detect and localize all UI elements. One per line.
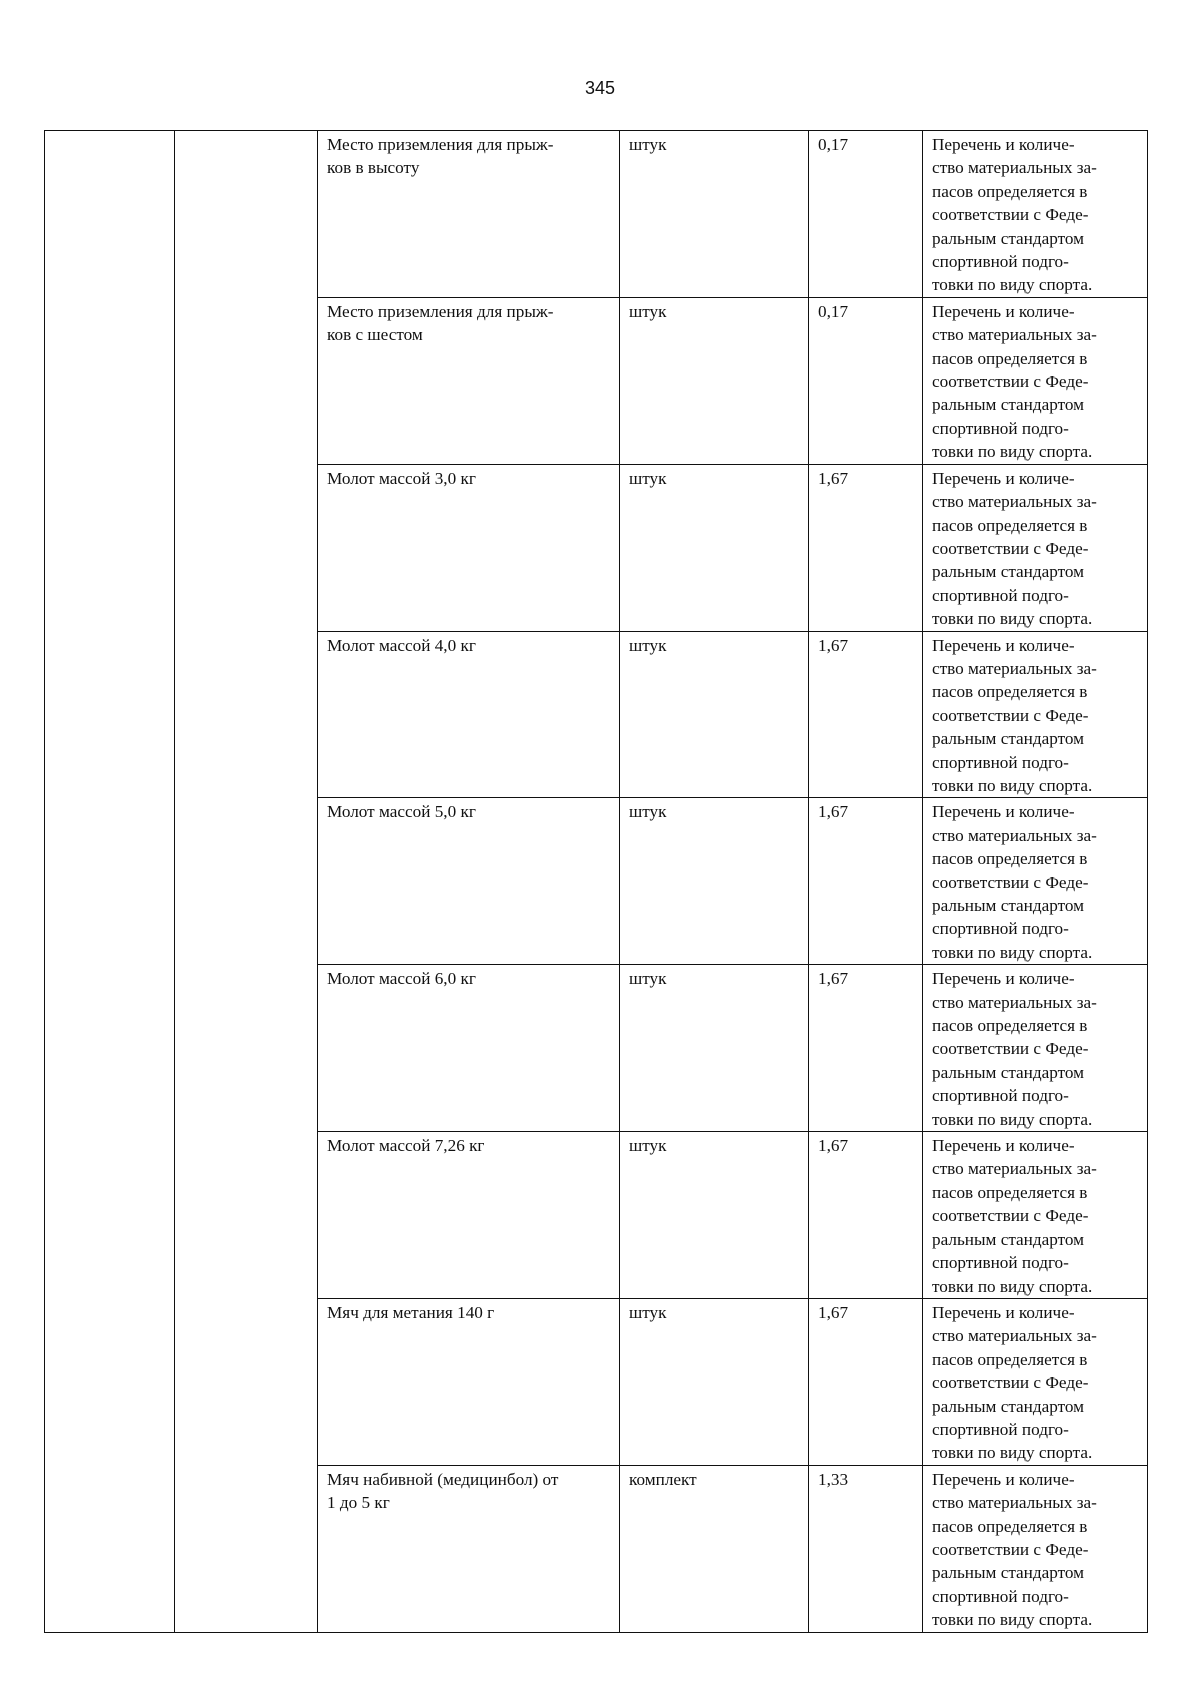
- unit: комплект: [629, 1469, 697, 1489]
- item-name: Место приземления для прыж- ков в высоту: [327, 135, 554, 178]
- unit: штук: [629, 1302, 667, 1322]
- quantity-cell: [809, 631, 923, 798]
- item-name: Молот массой 5,0 кг: [327, 802, 476, 822]
- note: Перечень и количе- ство материальных за- пасов определяется в соответствии с Феде- ральным стандартом спортивной подго- товки по виду спорта.: [932, 301, 1097, 462]
- item-name: Молот массой 3,0 кг: [327, 468, 476, 488]
- note-cell: [923, 297, 1148, 464]
- quantity-cell: [809, 798, 923, 965]
- unit-cell: [620, 297, 809, 464]
- item-name: Молот массой 7,26 кг: [327, 1136, 485, 1156]
- note: Перечень и количе- ство материальных за- пасов определяется в соответствии с Феде- ральным стандартом спортивной подго- товки по виду спорта.: [932, 635, 1097, 795]
- note-cell: [923, 1132, 1148, 1299]
- item-name-cell: [318, 1132, 620, 1299]
- item-name-cell: [318, 965, 620, 1132]
- unit-cell: [620, 1465, 809, 1632]
- empty-column-1-cell: [45, 131, 175, 1633]
- note-cell: [923, 464, 1148, 631]
- quantity-cell: [809, 464, 923, 631]
- unit-cell: [620, 464, 809, 631]
- quantity-cell: [809, 131, 923, 298]
- unit-cell: [620, 631, 809, 798]
- note: Перечень и количе- ство материальных за- пасов определяется в соответствии с Феде- ральным стандартом спортивной подго- товки по виду спорта.: [932, 1136, 1097, 1296]
- quantity: 1,67: [818, 1302, 849, 1322]
- unit: штук: [629, 468, 667, 488]
- unit-cell: [620, 1298, 809, 1465]
- table-body: [45, 131, 1148, 1633]
- quantity: 1,67: [818, 802, 849, 822]
- item-name-cell: [318, 297, 620, 464]
- unit: штук: [629, 301, 667, 321]
- note: Перечень и количе- ство материальных за- пасов определяется в соответствии с Феде- ральным стандартом спортивной подго- товки по виду спорта.: [932, 468, 1097, 629]
- note-cell: [923, 131, 1148, 298]
- item-name-cell: [318, 1298, 620, 1465]
- quantity: 0,17: [818, 135, 849, 154]
- note-cell: [923, 965, 1148, 1132]
- item-name: Мяч набивной (медицинбол) от 1 до 5 кг: [327, 1469, 559, 1513]
- empty-column-2-cell: [175, 131, 318, 1633]
- item-name: Место приземления для прыж- ков с шестом: [327, 301, 554, 345]
- unit-cell: [620, 798, 809, 965]
- unit-cell: [620, 1132, 809, 1299]
- page-number: 345: [584, 78, 616, 98]
- item-name-cell: [318, 464, 620, 631]
- quantity: 1,33: [818, 1469, 849, 1489]
- item-name-cell: [318, 631, 620, 798]
- note: Перечень и количе- ство материальных за- пасов определяется в соответствии с Феде- ральным стандартом спортивной подго- товки по виду спорта.: [932, 802, 1097, 962]
- note: Перечень и количе- ство материальных за- пасов определяется в соответствии с Феде- ральным стандартом спортивной подго- товки по виду спорта.: [932, 1469, 1097, 1630]
- note: Перечень и количе- ство материальных за- пасов определяется в соответствии с Феде- ральным стандартом спортивной подго- товки по виду спорта.: [932, 1302, 1097, 1463]
- item-name: Молот массой 4,0 кг: [327, 635, 476, 655]
- quantity: 1,67: [818, 468, 849, 488]
- item-name-cell: [318, 798, 620, 965]
- item-name: Молот массой 6,0 кг: [327, 969, 476, 989]
- note-cell: [923, 1298, 1148, 1465]
- unit: штук: [629, 802, 667, 822]
- quantity-cell: [809, 1298, 923, 1465]
- quantity: 0,17: [818, 301, 849, 321]
- unit: штук: [629, 969, 667, 989]
- note: Перечень и количе- ство материальных за- пасов определяется в соответствии с Феде- ральным стандартом спортивной подго- товки по виду спорта.: [932, 969, 1097, 1129]
- item-name-cell: [318, 1465, 620, 1632]
- quantity: 1,67: [818, 1136, 849, 1156]
- unit: штук: [629, 135, 667, 154]
- unit-cell: [620, 131, 809, 298]
- item-name: Мяч для метания 140 г: [327, 1302, 495, 1322]
- note-cell: [923, 631, 1148, 798]
- quantity-cell: [809, 297, 923, 464]
- quantity-cell: [809, 1132, 923, 1299]
- note-cell: [923, 1465, 1148, 1632]
- unit: штук: [629, 1136, 667, 1156]
- item-name-cell: [318, 131, 620, 298]
- note: Перечень и количе- ство материальных за- пасов определяется в соответствии с Феде- ральным стандартом спортивной подго- товки по виду спорта.: [932, 135, 1097, 295]
- quantity-cell: [809, 1465, 923, 1632]
- equipment-table: [44, 130, 1148, 1633]
- table-row: [45, 131, 1148, 298]
- note-cell: [923, 798, 1148, 965]
- quantity: 1,67: [818, 969, 849, 989]
- quantity-cell: [809, 965, 923, 1132]
- quantity: 1,67: [818, 635, 849, 655]
- unit-cell: [620, 965, 809, 1132]
- unit: штук: [629, 635, 667, 655]
